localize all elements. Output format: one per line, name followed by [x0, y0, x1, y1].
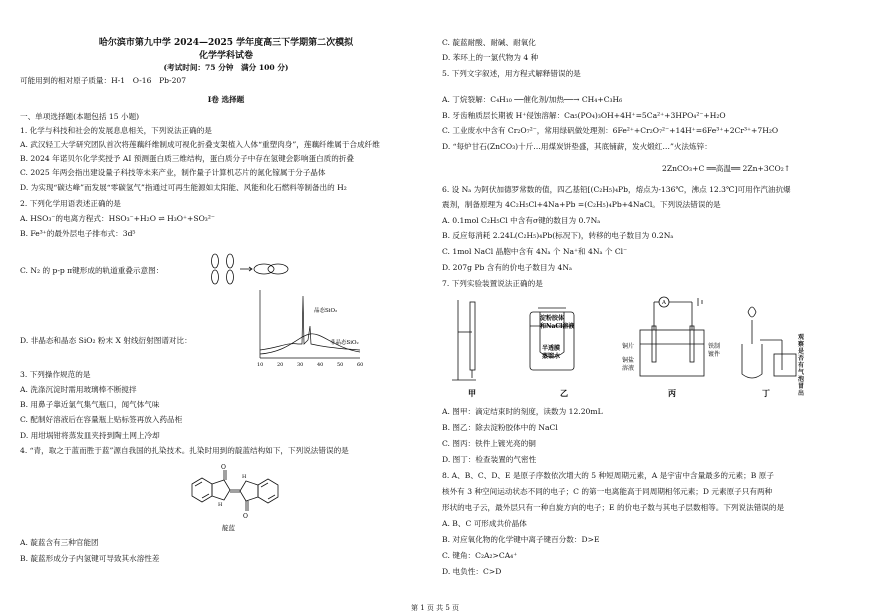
question-3: 3. 下列操作规范的是 — [20, 370, 91, 379]
q7-option-d: D. 图丁：检查装置的气密性 — [442, 455, 537, 464]
figure-label-yi: 乙 — [560, 388, 568, 398]
q7-option-c: C. 图丙：铁件上镀光亮的铜 — [442, 439, 536, 448]
q4-option-c: C. 靛蓝耐酸、耐碱、耐氧化 — [442, 38, 536, 47]
question-8-line1: 8. A、B、C、D、E 是原子序数依次增大的 5 种短周期元素，A 是宇宙中含量最多的元素；B 原子 — [442, 471, 774, 480]
q4-option-a: A. 靛蓝含有三种官能团 — [20, 538, 99, 547]
q3-option-a: A. 洗涤沉淀时需用玻璃棒不断搅拌 — [20, 385, 137, 394]
xrd-tick-label: 60 — [357, 362, 364, 368]
q5-option-b: B. 牙齿釉质层长期被 H⁺侵蚀溶解：Ca₅(PO₄)₃OH+4H⁺=5Ca²⁺+3HPO₄²⁻+H₂O — [442, 111, 726, 120]
lab-water-label: 蒸馏水 — [542, 353, 561, 360]
figure-label-jia: 甲 — [468, 388, 476, 398]
xrd-amorphous-label: 非晶态SiO₂ — [330, 340, 359, 346]
question-8-line3: 形状的电子云，最外层只有一种自旋方向的电子；E 的价电子数与其电子层数相等。下列说法错误的是 — [442, 503, 785, 512]
q4-option-d: D. 苯环上的一氯代物为 4 种 — [442, 53, 539, 62]
q6-option-b: B. 反应每消耗 2.24L(C₂H₅)₄Pb(标况下)，转移的电子数目为 0.2Nₐ — [442, 231, 674, 240]
section-heading: 一、单项选择题(本题包括 15 小题) — [20, 112, 140, 121]
svg-text:H: H — [242, 474, 247, 480]
lab-ammeter-label: A — [662, 300, 666, 306]
q3-option-d: D. 用坩埚钳将蒸发皿夹持到陶土网上冷却 — [20, 431, 160, 440]
q8-option-d: D. 电负性：C>D — [442, 567, 502, 576]
q2-option-c: C. N₂ 的 p-p π键形成的轨道重叠示意图： — [20, 266, 164, 275]
xrd-tick-label: 20 — [277, 362, 284, 368]
q2-option-a: A. HSO₃⁻的电离方程式：HSO₃⁻+H₂O ⇌ H₃O⁺+SO₃²⁻ — [20, 214, 215, 223]
lab-iron-label-2: 镀件 — [708, 351, 721, 358]
question-6-line1: 6. 设 Nₐ 为阿伏加德罗常数的值，四乙基铅[(C₂H₅)₄Pb，熔点为-136℃，沸点 12.3℃]可用作汽油抗爆 — [442, 185, 791, 194]
q5-option-d: D. “每炉甘石(ZnCO₃)十斤…用煤炭饼垫盛，其底铺薪，发火煅红…”火法炼锌： — [442, 142, 712, 151]
xrd-tick-label: 50 — [337, 362, 344, 368]
q7-option-a: A. 图甲：滴定结束时的刻度，读数为 12.20mL — [442, 407, 603, 416]
indigo-structure — [180, 462, 290, 534]
lab-membrane-label: 半透膜 — [542, 345, 561, 352]
lab-iron-label-1: 铁制 — [708, 343, 721, 350]
atomic-mass: 可能用到的相对原子质量：H-1 O-16 Pb-207 — [20, 76, 187, 85]
svg-text:O: O — [243, 513, 248, 520]
q1-option-d: D. 为实现“碳达峰”而发展“零碳氢气”指通过可再生能源如太阳能、风能和化石燃料等制备出的 H₂ — [20, 183, 347, 192]
q1-option-b: B. 2024 年诺贝尔化学奖授予 AI 预测蛋白质三维结构，蛋白质分子中存在氢键会影响蛋白质的折叠 — [20, 154, 355, 163]
figure-label-ding: 丁 — [762, 388, 770, 398]
exam-info: (考试时间：75 分钟 满分 100 分) — [163, 63, 289, 72]
svg-text:O: O — [221, 464, 226, 471]
lab-nacl-label: 和NaCl溶液 — [540, 323, 575, 330]
question-5: 5. 下列文字叙述，用方程式解释错误的是 — [442, 69, 581, 78]
q1-option-a: A. 武汉轻工大学研究团队首次将莲藕纤维制成可视化折叠支架植入人体“重塑肉身”，莲藕纤维属于合成纤维 — [20, 140, 380, 149]
lab-apparatus-figure — [442, 292, 854, 402]
question-4: 4. “青，取之于蓝而胜于蓝”源自我国的扎染技术。扎染时用到的靛蓝结构如下，下列说法错误的是 — [20, 446, 349, 455]
q6-option-d: D. 207g Pb 含有的价电子数目为 4Nₐ — [442, 263, 572, 272]
lab-colloid-label: 淀粉胶体 — [540, 315, 565, 322]
q2-option-b: B. Fe³⁺的最外层电子排布式：3d⁵ — [20, 229, 136, 238]
lab-salt-label-2: 溶液 — [622, 365, 635, 372]
question-2: 2. 下列化学用语表述正确的是 — [20, 199, 121, 208]
lab-salt-label-1: 铜盐 — [622, 357, 635, 364]
question-1: 1. 化学与科技和社会的发展息息相关，下列说法正确的是 — [20, 126, 212, 135]
page-footer: 第 1 页 共 5 页 — [410, 604, 460, 612]
q3-option-c: C. 配制好溶液后在容量瓶上贴标签再放入药品柜 — [20, 415, 183, 424]
q7-option-b: B. 图乙：除去淀粉胶体中的 NaCl — [442, 423, 558, 432]
orbital-overlap-figure — [206, 252, 296, 286]
q5-option-c: C. 工业废水中含有 Cr₂O₇²⁻，常用绿矾做处理剂：6Fe²⁺+Cr₂O₇²⁻+14H⁺=6Fe³⁺+2Cr³⁺+7H₂O — [442, 126, 779, 135]
q8-option-b: B. 对应氧化物的化学键中离子键百分数：D>E — [442, 535, 600, 544]
part-heading: I卷 选择题 — [207, 95, 245, 104]
q5-option-d-equation: 2ZnCO₃+C ══高温══ 2Zn+3CO₂↑ — [662, 164, 791, 173]
q6-option-c: C. 1mol NaCl 晶胞中含有 4Nₐ 个 Na⁺和 4Nₐ 个 Cl⁻ — [442, 247, 628, 256]
question-6-line2: 震剂，制备原理为 4C₂H₅Cl+4Na+Pb =(C₂H₅)₄Pb+4NaCl。下列说法错误的是 — [442, 200, 721, 209]
q5-option-a: A. 丁烷裂解：C₄H₁₀ ──催化剂/加热──→ CH₄+C₃H₆ — [442, 95, 623, 104]
q8-option-c: C. 键角：C₂A₂>CA₄⁺ — [442, 551, 518, 560]
question-8-line2: 核外有 3 种空间运动状态不同的电子；C 的第一电离能高于同周期相邻元素；D 元素原子只有两种 — [442, 487, 773, 496]
q3-option-b: B. 用鼻子靠近氯气集气瓶口，闻气体气味 — [20, 400, 160, 409]
xrd-tick-label: 40 — [317, 362, 324, 368]
question-7: 7. 下列实验装置说法正确的是 — [442, 279, 543, 288]
xrd-pattern-figure — [248, 286, 368, 368]
q8-option-a: A. B、C 可形成共价晶体 — [442, 519, 527, 528]
lab-copper-label: 铜片 — [622, 343, 635, 350]
exam-title: 哈尔滨市第九中学 2024—2025 学年度高三下学期第二次模拟 — [98, 38, 354, 48]
lab-observe-label: 观察是否有气泡冒出 — [798, 334, 805, 397]
indigo-label: 靛蓝 — [222, 524, 235, 532]
xrd-crystalline-label: 晶态SiO₂ — [314, 308, 338, 314]
xrd-tick-label: 30 — [297, 362, 304, 368]
svg-text:H: H — [218, 502, 223, 508]
q2-option-d: D. 非晶态和晶态 SiO₂ 粉末 X 射线衍射图谱对比： — [20, 336, 192, 345]
q6-option-a: A. 0.1mol C₂H₅Cl 中含有σ键的数目为 0.7Nₐ — [442, 216, 601, 225]
figure-label-bing: 丙 — [668, 388, 676, 398]
exam-subtitle: 化学学科试卷 — [198, 51, 253, 61]
q1-option-c: C. 2025 年两会指出建设量子科技等未来产业，制作量子计算机芯片的氮化镓属于分子晶体 — [20, 168, 326, 177]
q4-option-b: B. 靛蓝形成分子内氢键可导致其水溶性差 — [20, 554, 160, 563]
xrd-tick-label: 10 — [257, 362, 264, 368]
